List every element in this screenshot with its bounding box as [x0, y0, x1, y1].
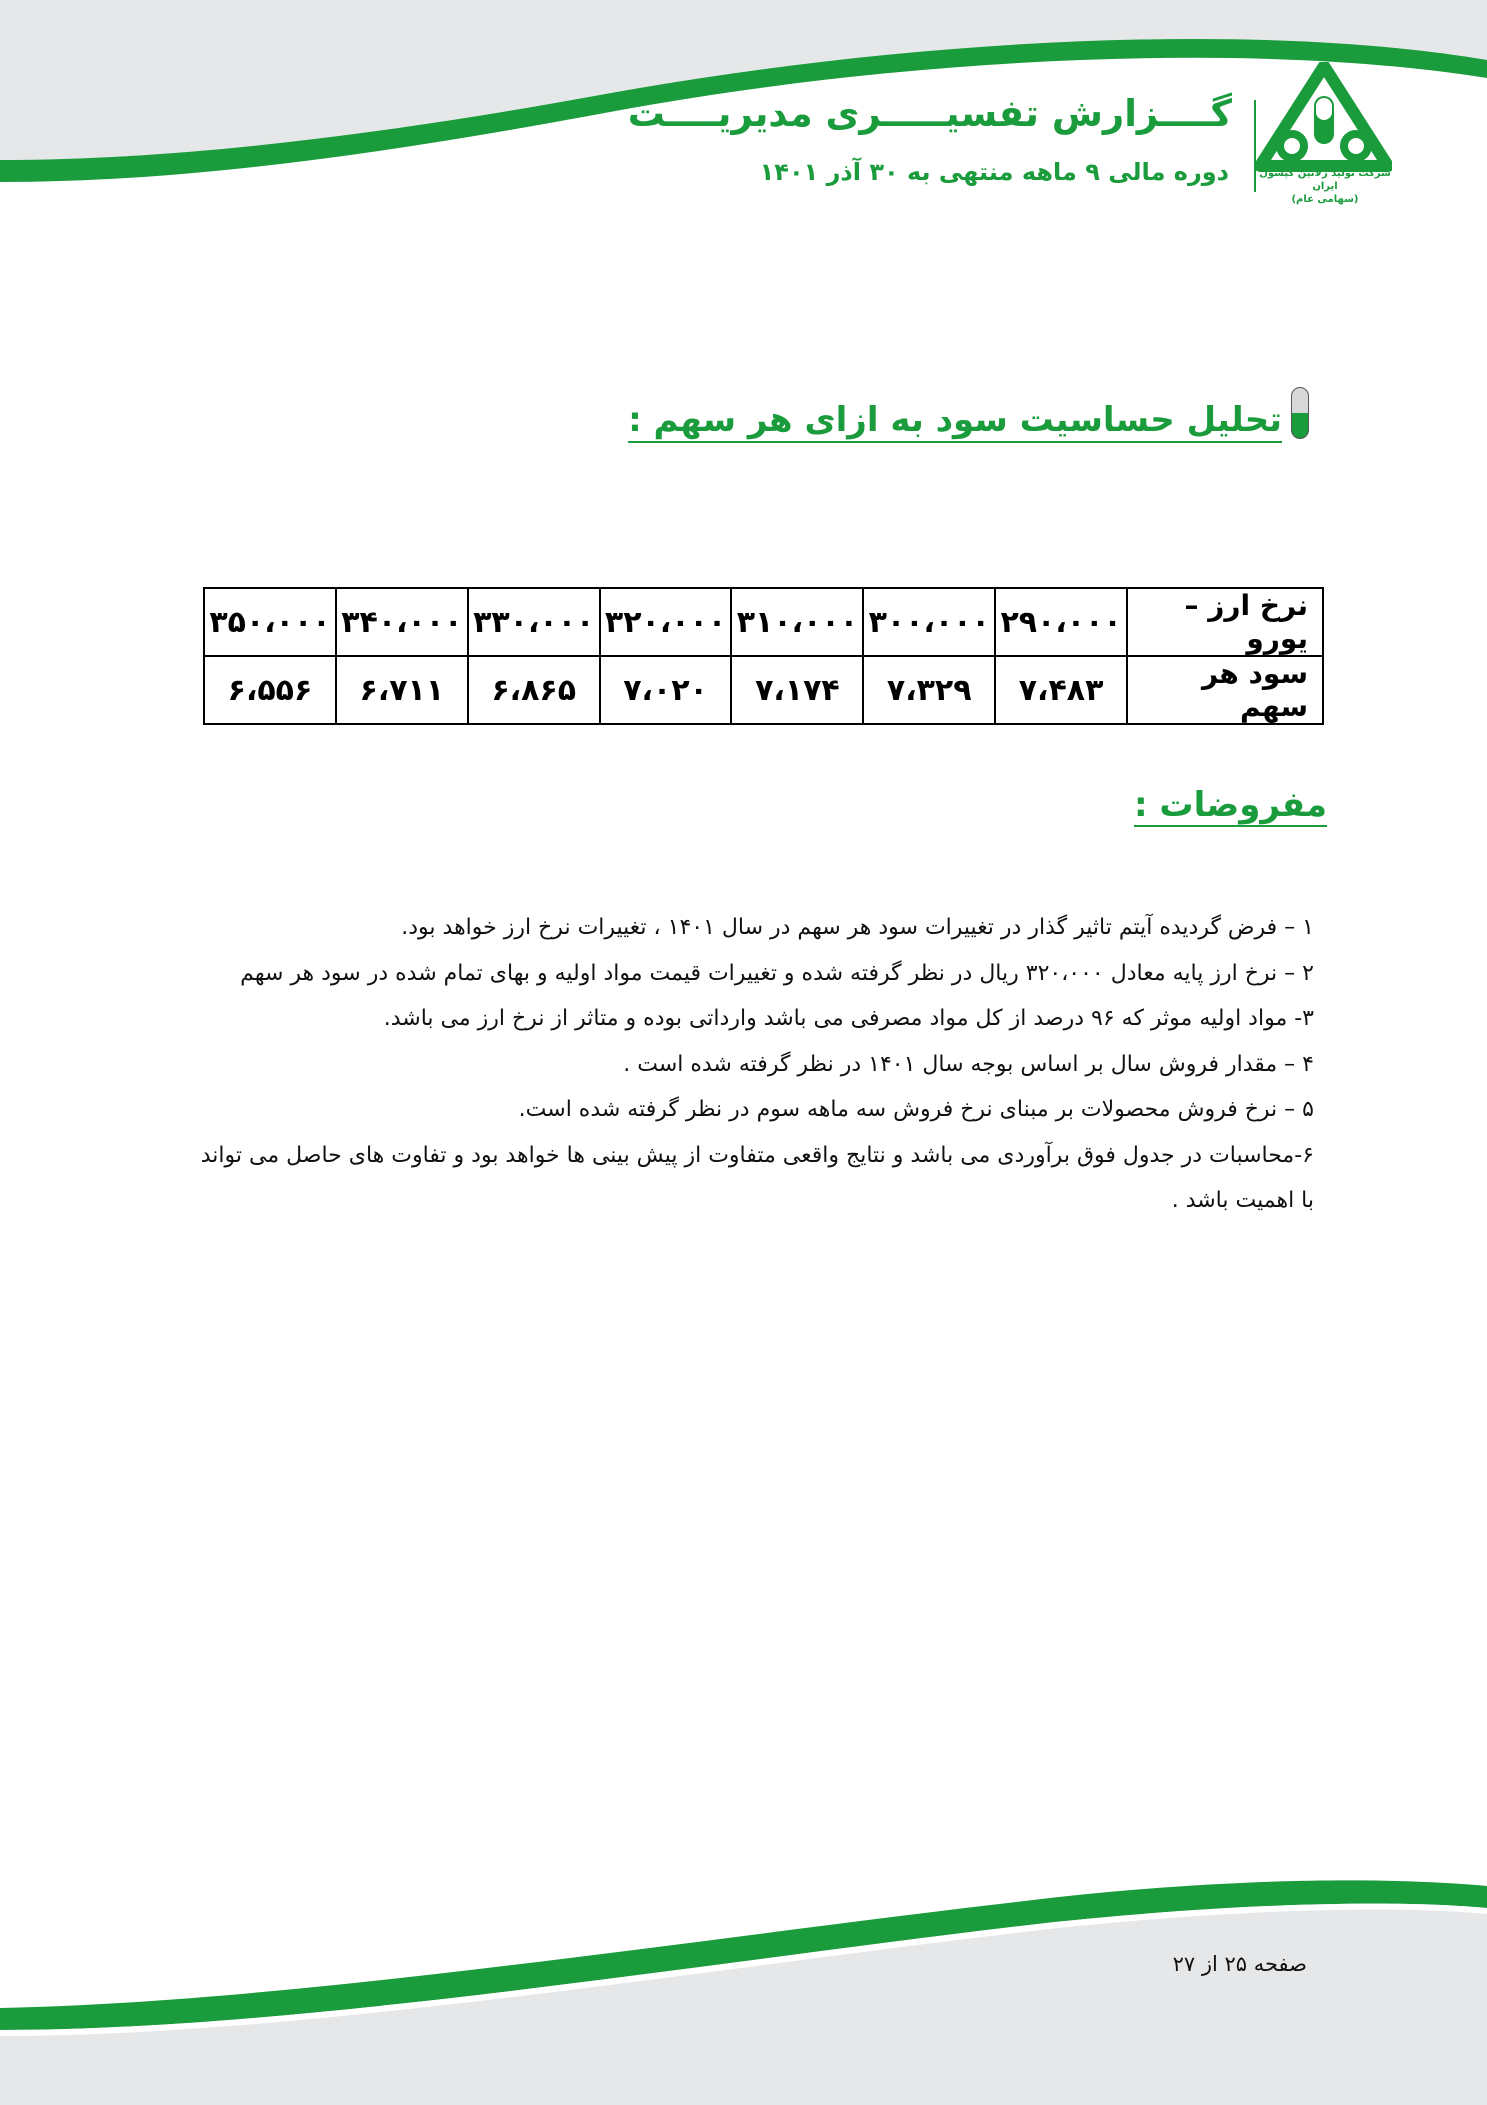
report-title: گــــزارش تفسیـــــری مدیریــــت	[627, 92, 1232, 135]
assumption-line: ۱ – فرض گردیده آیتم تاثیر گذار در تغییرات سود هر سهم در سال ۱۴۰۱ ، تغییرات نرخ ارز خواهد بود.	[401, 915, 1314, 940]
capsule-icon	[1290, 386, 1310, 440]
table-row	[204, 588, 1323, 656]
rate-cell: ۳۱۰،۰۰۰	[731, 588, 863, 656]
row-label-rate: نرخ ارز – یورو	[1127, 588, 1323, 656]
company-name-text: شرکت تولید ژلاتین کپسول ایران	[1259, 168, 1391, 192]
assumptions-list	[164, 905, 1314, 1224]
company-name	[1250, 167, 1400, 206]
eps-cell: ۷،۱۷۴	[731, 656, 863, 724]
company-type-text: (سهامی عام)	[1291, 194, 1359, 205]
assumption-line: ۳- مواد اولیه موثر که ۹۶ درصد از کل مواد مصرفی می باشد وارداتی بوده و متاثر از نرخ ارز می باشد.	[383, 1006, 1314, 1031]
assumption-line: ۲ – نرخ ارز پایه معادل ۳۲۰،۰۰۰ ریال در نظر گرفته شده و تغییرات قیمت مواد اولیه و بهای تمام شده در سود هر سهم	[240, 960, 1314, 986]
assumption-line: ۵ – نرخ فروش محصولات بر مبنای نرخ فروش سه ماهه سوم در نظر گرفته شده است.	[518, 1097, 1314, 1122]
eps-cell: ۶،۸۶۵	[468, 656, 600, 724]
eps-cell: ۷،۰۲۰	[600, 656, 732, 724]
assumption-line: با اهمیت باشد .	[1171, 1188, 1314, 1213]
rate-cell: ۳۴۰،۰۰۰	[336, 588, 468, 656]
eps-cell: ۶،۷۱۱	[336, 656, 468, 724]
row-label-eps: سود هر سهم	[1127, 656, 1323, 724]
report-period: دوره مالی ۹ ماهه منتهی به ۳۰ آذر ۱۴۰۱	[759, 158, 1229, 186]
rate-cell: ۳۰۰،۰۰۰	[863, 588, 995, 656]
rate-cell: ۲۹۰،۰۰۰	[995, 588, 1127, 656]
assumption-line: ۶-محاسبات در جدول فوق برآوردی می باشد و نتایج واقعی متفاوت از پیش بینی ها خواهد بود و تفاوت های حاصل می تواند	[200, 1142, 1314, 1168]
rate-cell: ۳۳۰،۰۰۰	[468, 588, 600, 656]
page-number: صفحه ۲۵ از ۲۷	[1172, 1952, 1307, 1976]
rate-cell: ۳۵۰،۰۰۰	[204, 588, 336, 656]
footer-decoration	[0, 1880, 1487, 2105]
eps-cell: ۷،۳۲۹	[863, 656, 995, 724]
table-row	[204, 656, 1323, 724]
sensitivity-table	[203, 587, 1324, 725]
rate-cell: ۳۲۰،۰۰۰	[600, 588, 732, 656]
assumption-line: ۴ – مقدار فروش سال بر اساس بوجه سال ۱۴۰۱ در نظر گرفته شده است .	[623, 1051, 1314, 1077]
section-title: تحلیل حساسیت سود به ازای هر سهم :	[628, 400, 1282, 440]
eps-cell: ۷،۴۸۳	[995, 656, 1127, 724]
assumptions-title: مفروضات :	[1133, 785, 1327, 825]
eps-cell: ۶،۵۵۶	[204, 656, 336, 724]
